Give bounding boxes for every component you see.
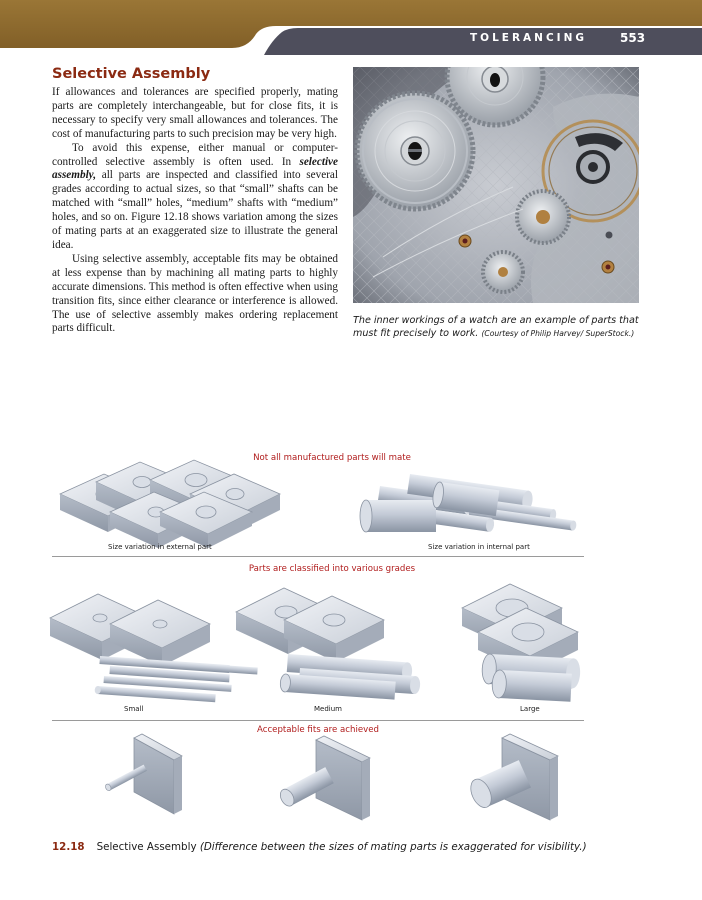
large-grade-parts bbox=[462, 584, 581, 702]
row2-heading: Parts are classified into various grades bbox=[248, 564, 416, 574]
row3-heading: Acceptable fits are achieved bbox=[257, 725, 379, 735]
figure-number: 12.18 bbox=[52, 841, 85, 853]
running-head-section: TOLERANCING bbox=[470, 32, 587, 44]
label-medium: Medium bbox=[314, 705, 342, 713]
fit-small-assembly bbox=[104, 734, 182, 814]
page-number: 553 bbox=[620, 31, 646, 45]
paragraph-3: Using selective assembly, acceptable fits may be obtained at less expense than by machining all mating parts to highly accurate dimensions. This method is often effective when using transition fits, since either clearance or interference is allowed. The use of selective assembly makes ordering replacement parts difficult. bbox=[52, 252, 338, 335]
row1-left-label: Size variation in external part bbox=[108, 543, 212, 551]
row1-heading: Not all manufactured parts will mate bbox=[253, 453, 411, 463]
figure-title: Selective Assembly bbox=[96, 841, 197, 853]
small-grade-parts bbox=[50, 594, 258, 702]
figure-divider-2 bbox=[52, 720, 584, 721]
figure-divider-1 bbox=[52, 556, 584, 557]
photo-caption: The inner workings of a watch are an example of parts that must fit precisely to work. (Courtesy of Philip Harvey/ SuperStock.) bbox=[353, 315, 639, 339]
paragraph-1: If allowances and tolerances are specified properly, mating parts are completely interchangeable, but for close fits, it is necessary to specify very small allowances and tolerances. The cost of manufacturing parts to such precision may be very high. bbox=[52, 86, 338, 140]
fit-medium-assembly bbox=[278, 736, 370, 820]
fit-large-assembly bbox=[467, 734, 558, 820]
section-title: Selective Assembly bbox=[52, 66, 211, 82]
figure-note: (Difference between the sizes of mating parts is exaggerated for visibility.) bbox=[199, 841, 587, 853]
internal-part-cylinders bbox=[360, 474, 577, 532]
photo-credit: (Courtesy of Philip Harvey/ SuperStock.) bbox=[481, 329, 635, 338]
label-large: Large bbox=[520, 705, 540, 713]
key-term-selective-assembly: selective assembly, bbox=[52, 155, 338, 182]
row1-right-label: Size variation in internal part bbox=[428, 543, 530, 551]
figure-caption bbox=[52, 841, 587, 853]
external-part-blocks bbox=[60, 460, 280, 548]
medium-grade-parts bbox=[236, 588, 421, 700]
label-small: Small bbox=[124, 705, 144, 713]
paragraph-2: To avoid this expense, either manual or computer-controlled selective assembly is often used. In selective assembly, all parts are inspected and classified into several grades according to actual sizes, so that “small” shafts can be matched with “small” holes, “medium” shafts with “medium” holes, and so on. Figure 12.18 shows variation among the sizes of mating parts at an exaggerated size to illustrate the general idea. bbox=[52, 141, 338, 251]
